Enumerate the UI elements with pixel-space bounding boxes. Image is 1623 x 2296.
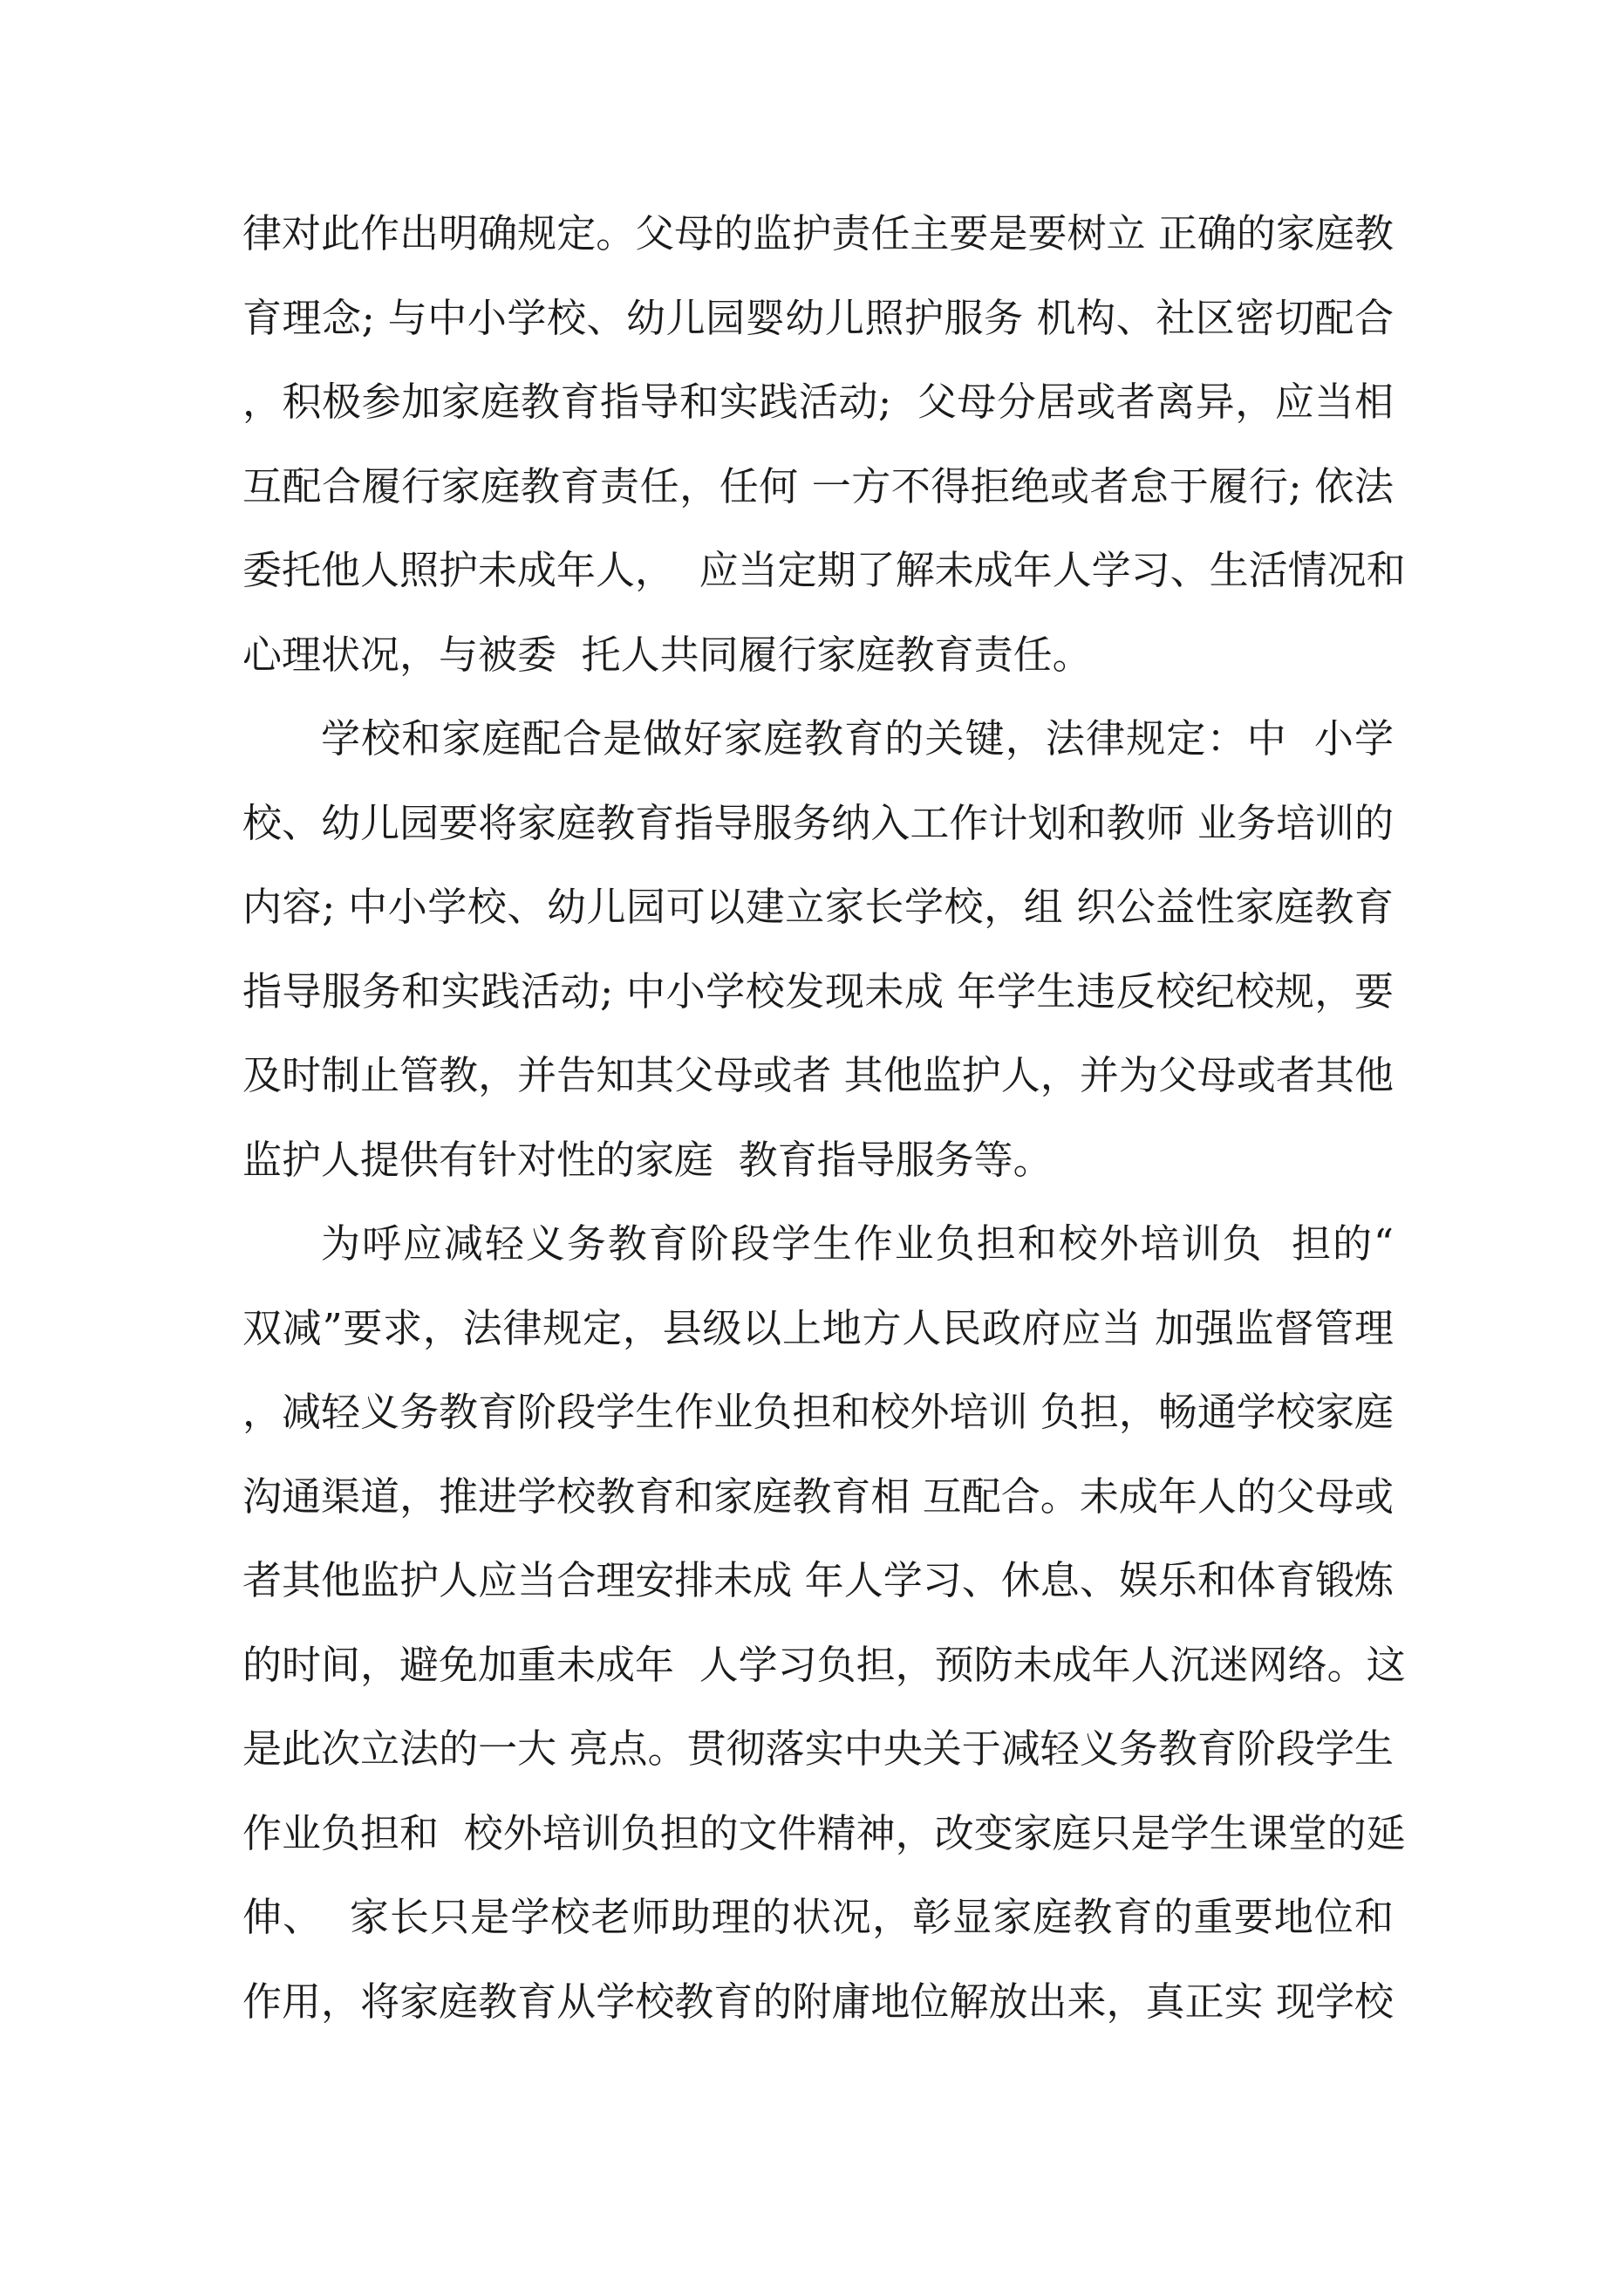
text-line: 指导服务和实践活动; 中小学校发现未成 年学生违反校纪校规，要 [242, 967, 1394, 1015]
text-line: 心理状况，与被委 托人共同履行家庭教育责任。 [242, 631, 1092, 678]
text-line: 为呼应减轻义务教育阶段学生作业负担和校外培训负 担的“ [321, 1220, 1394, 1267]
text-line: 互配合履行家庭教育责任，任何 一方不得拒绝或者怠于履行; 依法 [242, 462, 1394, 509]
text-line: 作用，将家庭教育从学校教育的附庸地位解放出来，真正实 现学校 [242, 1978, 1394, 2025]
text-line: ，减轻义务教育阶段学生作业负担和校外培训 负担，畅通学校家庭 [242, 1389, 1394, 1435]
text-line: 律对此作出明确规定。父母的监护责任主要是要树立 正确的家庭教 [242, 210, 1394, 256]
text-line: 是此次立法的一大 亮点。贯彻落实中央关于减轻义务教育阶段学生 [242, 1725, 1394, 1772]
text-line: ，积极参加家庭教育指导和实践活动; 父母分居或者离异，应当相 [242, 379, 1394, 425]
text-line: 沟通渠道，推进学校教育和家庭教育相 互配合。未成年人的父母或 [242, 1473, 1394, 1520]
text-line: 作业负担和 校外培训负担的文件精神，改变家庭只是学生课堂的延 [242, 1809, 1406, 1856]
text-line: 的时间，避免加重未成年 人学习负担，预防未成年人沉迷网络。这 [242, 1641, 1406, 1688]
text-line: 委托他人照护未成年人， 应当定期了解未成年人学习、生活情况和 [242, 547, 1406, 593]
text-line: 伸、 家长只是学校老师助理的状况，彰显家庭教育的重要地位和 [242, 1894, 1394, 1940]
paragraph-1 [242, 192, 1406, 697]
document-body [242, 192, 1406, 2044]
text-line: 者其他监护人应当合理安排未成 年人学习、休息、娱乐和体育锻炼 [242, 1557, 1394, 1603]
text-line: 学校和家庭配合是做好家庭教育的关键，法律规定：中 小学 [321, 715, 1394, 762]
paragraph-3 [242, 1202, 1406, 2044]
text-line: 监护人提供有针对性的家庭 教育指导服务等。 [242, 1136, 1053, 1183]
text-line: 双减”要求，法律规定，县级以上地方人民政府应当 加强监督管理 [242, 1304, 1394, 1351]
text-line: 内容; 中小学校、幼儿园可以建立家长学校，组 织公益性家庭教育 [242, 884, 1394, 930]
text-line: 及时制止管教，并告知其父母或者 其他监护人，并为父母或者其他 [242, 1052, 1394, 1098]
text-line: 校、幼儿园要将家庭教育指导服务纳入工作计划和教师 业务培训的 [242, 799, 1394, 846]
text-line: 育理念; 与中小学校、幼儿园婴幼儿照护服务 机构、社区密切配合 [242, 294, 1394, 341]
paragraph-2 [242, 697, 1394, 1202]
